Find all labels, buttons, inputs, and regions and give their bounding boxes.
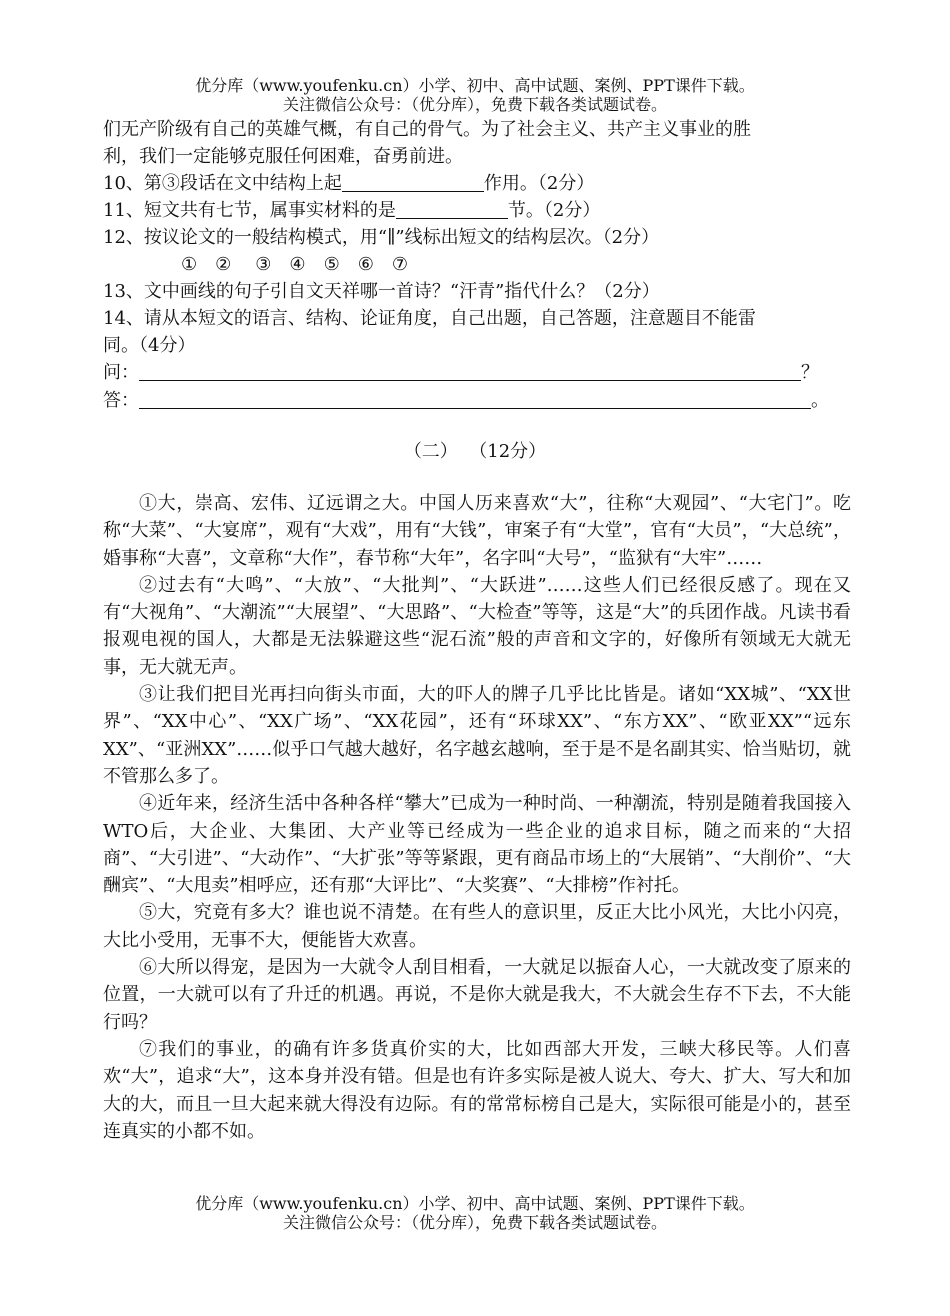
q10-points: 作用。（2分） bbox=[483, 173, 595, 194]
question-13: 13、文中画线的句子引自文天祥哪一首诗？“汗青”指代什么？（2分） bbox=[103, 281, 660, 302]
passage bbox=[103, 490, 851, 1145]
question-14-line-1: 14、请从本短文的语言、结构、论证角度，自己出题，自己答题，注意题目不能雷 bbox=[103, 308, 756, 329]
section-number: ⑥ bbox=[357, 254, 374, 275]
paragraph-3: ③让我们把目光再扫向街头市面，大的吓人的牌子几乎比比皆是。诸如“XX城”、“XX世界”、“XX中心”、“XX广场”、“XX花园”，还有“环球XX”、“东方XX”、“欧亚XX”“远东XX”、“亚洲XX”……似乎口气越大越好，名字越玄越响，至于是不是名副其实、恰当贴切，就不管那么多了。 bbox=[103, 684, 851, 787]
page-header bbox=[0, 76, 950, 114]
answer-end: 。 bbox=[811, 390, 829, 411]
ask-line bbox=[103, 360, 853, 386]
ask-end: ？ bbox=[801, 362, 819, 383]
answer-blank[interactable] bbox=[139, 390, 811, 409]
section-number: ② bbox=[215, 254, 232, 275]
continuation-line-2: 利，我们一定能够克服任何困难，奋勇前进。 bbox=[103, 146, 463, 167]
paragraph-1: ①大，崇高、宏伟、辽远谓之大。中国人历来喜欢“大”，往称“大观园”、“大宅门”。吃称“大菜”、“大宴席”，观有“大戏”，用有“大钱”，审案子有“大堂”，官有“大员”，“大总统”，婚事称“大喜”，文章称“大作”，春节称“大年”，名字叫“大号”，“监狱有“大牢”…… bbox=[103, 493, 851, 569]
footer-line-2: 关注微信公众号：（优分库），免费下载各类试题试卷。 bbox=[282, 1213, 667, 1232]
section-number: ⑦ bbox=[391, 254, 408, 275]
section-number-row bbox=[181, 252, 931, 278]
question-12: 12、按议论文的一般结构模式，用“∥”线标出短文的结构层次。（2分） bbox=[103, 227, 660, 248]
section-number: ③ bbox=[255, 254, 272, 275]
question-14-line-2: 同。（4分） bbox=[103, 335, 196, 356]
question-10 bbox=[103, 171, 853, 197]
q11-points: 节。（2分） bbox=[507, 200, 601, 221]
q11-text: 11、短文共有七节，属事实材料的是 bbox=[103, 200, 396, 221]
paragraph-4: ④近年来，经济生活中各种各样“攀大”已成为一种时尚、一种潮流，特别是随着我国接入WTO后，大企业、大集团、大产业等已经成为一些企业的追求目标，随之而来的“大招商”、“大引进”、“大动作”、“大扩张”等等紧跟，更有商品市场上的“大展销”、“大削价”、“大酬宾”、“大甩卖”相呼应，还有那“大评比”、“大奖赛”、“大排榜”作衬托。 bbox=[103, 793, 851, 897]
q10-text: 10、第③段话在文中结构上起 bbox=[103, 173, 342, 194]
question-11 bbox=[103, 198, 853, 224]
paragraph-5: ⑤大，究竟有多大？谁也说不清楚。在有些人的意识里，反正大比小风光，大比小闪亮，大比小受用，无事不大，便能皆大欢喜。 bbox=[103, 902, 851, 951]
section-number: ④ bbox=[289, 254, 306, 275]
q11-answer-blank[interactable] bbox=[396, 200, 508, 219]
footer-line-1: 优分库（www.youfenku.cn）小学、初中、高中试题、案例、PPT课件下载。 bbox=[195, 1194, 755, 1213]
header-line-2: 关注微信公众号：（优分库），免费下载各类试题试卷。 bbox=[282, 95, 667, 114]
paragraph-2: ②过去有“大鸣”、“大放”、“大批判”、“大跃进”……这些人们已经很反感了。现在又有“大视角”、“大潮流”“大展望”、“大思路”、“大检查”等等，这是“大”的兵团作战。凡读书看报观电视的国人，大都是无法躲避这些“泥石流”般的声音和文字的，好像所有领域无大就无事，无大就无声。 bbox=[103, 574, 851, 678]
page-footer bbox=[0, 1194, 950, 1232]
section-number: ① bbox=[181, 254, 198, 275]
answer-label: 答： bbox=[103, 390, 139, 411]
paragraph-7: ⑦我们的事业，的确有许多货真价实的大，比如西部大开发，三峡大移民等。人们喜欢“大”，追求“大”，这本身并没有错。但是也有许多实际是被人说大、夸大、扩大、写大和加大的大，而且一旦大起来就大得没有边际。有的常常标榜自己是大，实际很可能是小的，甚至连真实的小都不如。 bbox=[103, 1038, 851, 1142]
paragraph-6: ⑥大所以得宠，是因为一大就令人刮目相看，一大就足以振奋人心，一大就改变了原来的位置，一大就可以有了升迁的机遇。再说，不是你大就是我大，不大就会生存不下去，不大能行吗？ bbox=[103, 957, 851, 1033]
section-number: ⑤ bbox=[323, 254, 340, 275]
ask-blank[interactable] bbox=[139, 362, 801, 381]
answer-line bbox=[103, 388, 853, 414]
continuation-line-1: 们无产阶级有自己的英雄气概，有自己的骨气。为了社会主义、共产主义事业的胜 bbox=[103, 119, 751, 140]
header-line-1: 优分库（www.youfenku.cn）小学、初中、高中试题、案例、PPT课件下载。 bbox=[195, 76, 755, 95]
ask-label: 问： bbox=[103, 362, 139, 383]
q10-answer-blank[interactable] bbox=[342, 173, 484, 192]
section-2-title: （二） （12分） bbox=[403, 441, 547, 462]
